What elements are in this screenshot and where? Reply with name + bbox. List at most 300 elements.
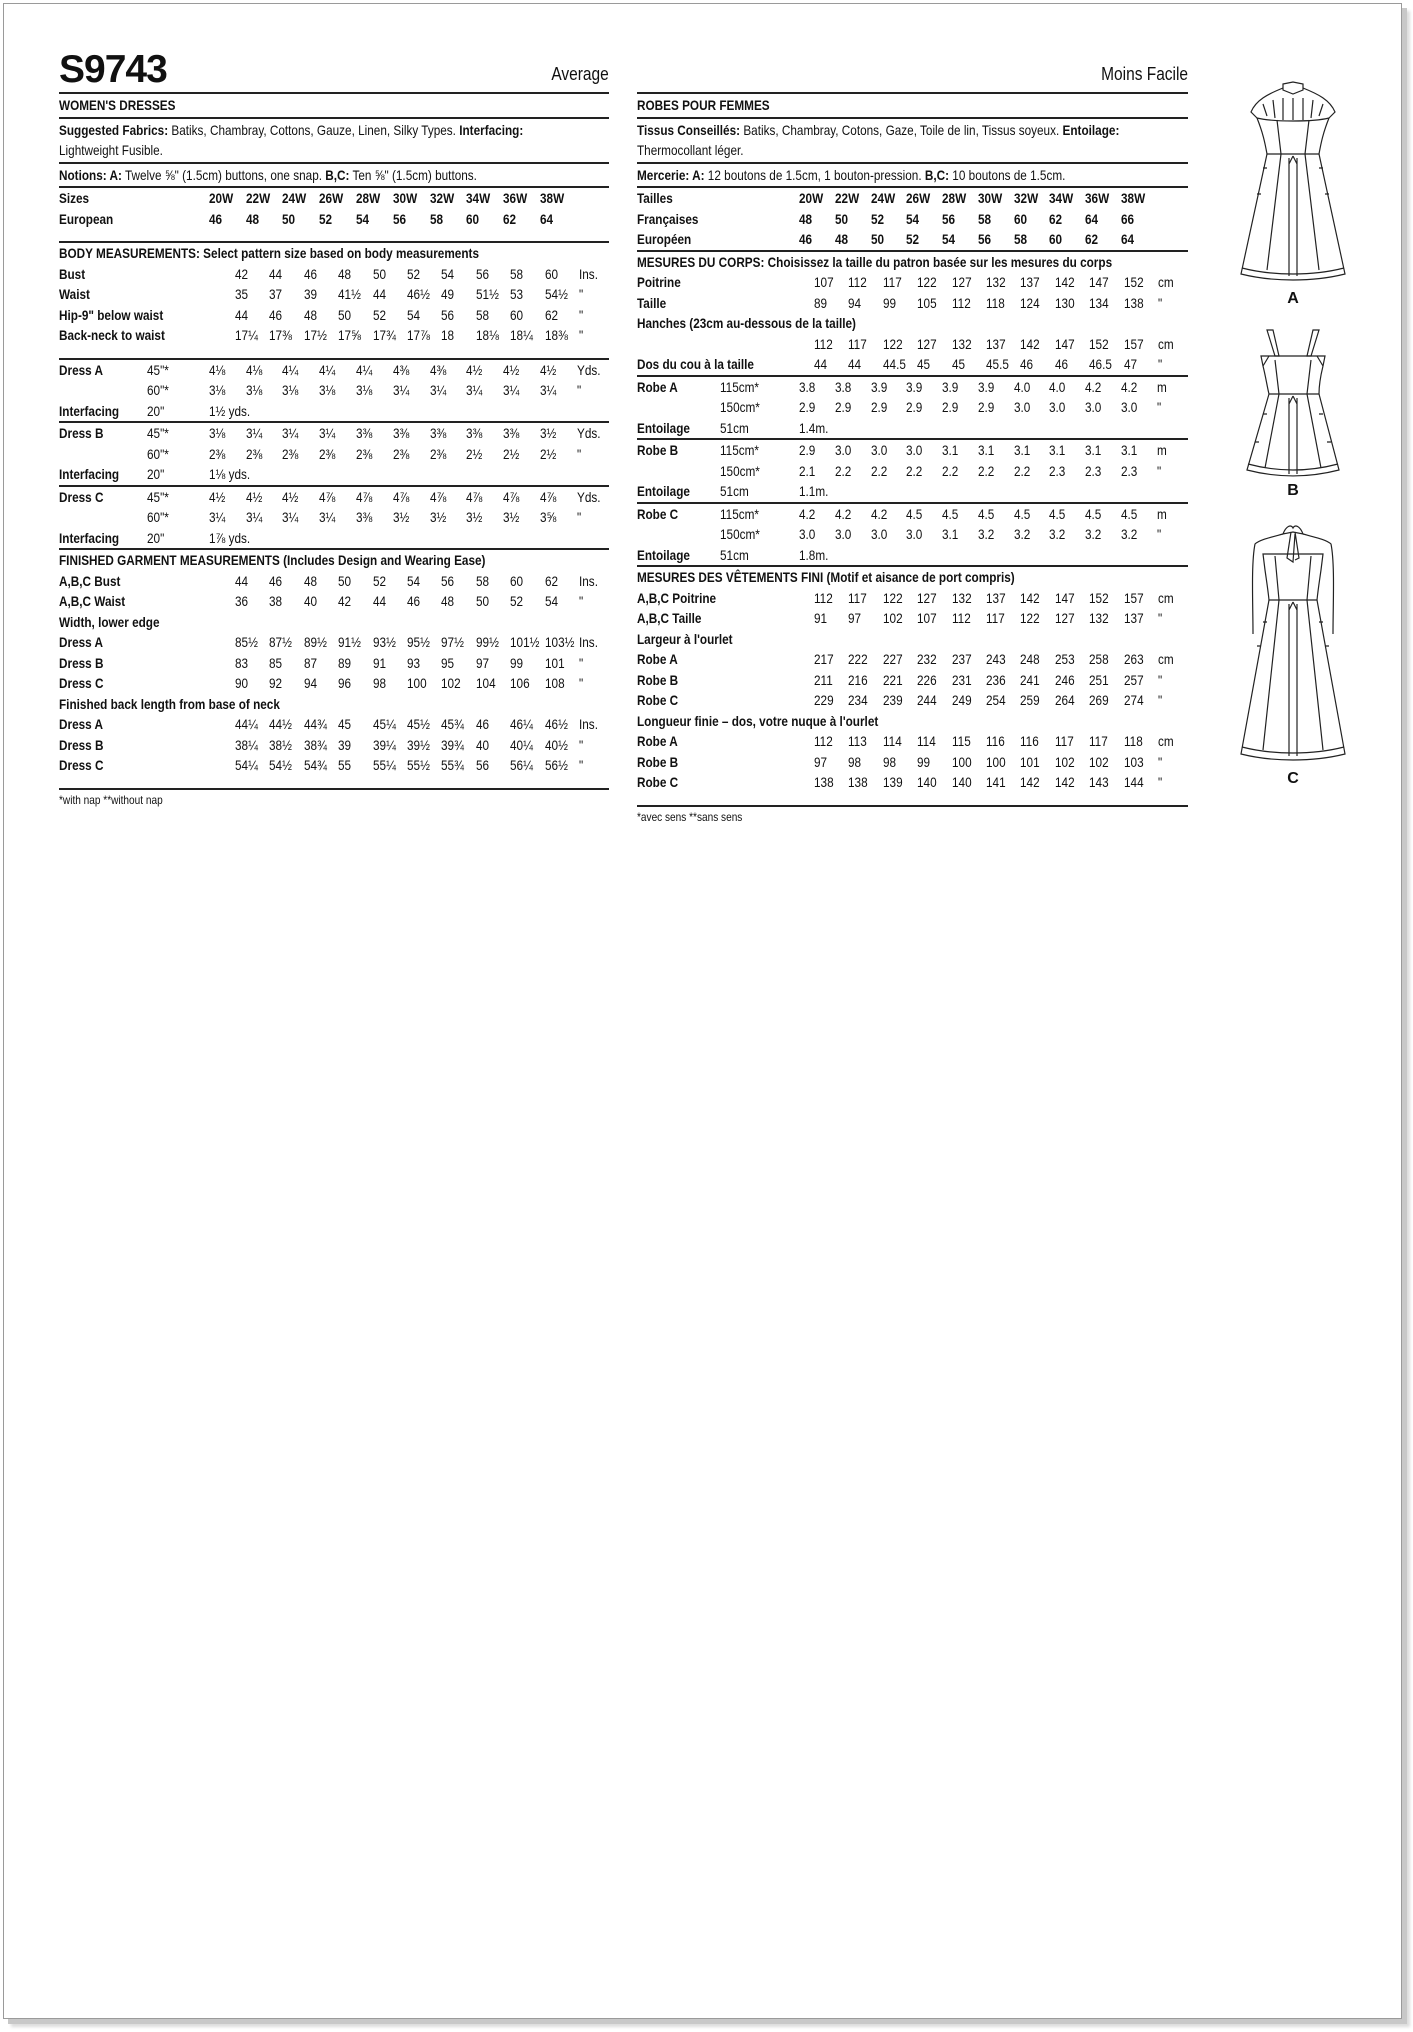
interfacing-row <box>637 481 1188 502</box>
value-cell <box>986 608 1020 629</box>
finished-row <box>637 670 1188 691</box>
value-cell <box>476 264 510 285</box>
row-label <box>59 755 235 776</box>
value-cell-text: 102 <box>1089 753 1109 770</box>
value-cell <box>430 423 467 444</box>
row-label-text: Robe B <box>637 753 679 770</box>
value-cell <box>814 690 848 711</box>
value-cell-text: 17⅜ <box>269 327 293 344</box>
hanches-heading-cell <box>637 313 1188 334</box>
value-cell-text: 32W <box>429 190 454 207</box>
finished-row <box>637 731 1188 752</box>
value-cell-text: 4½ <box>208 488 226 505</box>
width-lower-edge-heading <box>637 629 1188 650</box>
finished-row <box>59 735 609 756</box>
back-length-heading-text: Longueur finie – dos, votre nuque à l'ourlet <box>637 712 879 729</box>
unit-cell-text: cm <box>1158 733 1174 750</box>
value-cell-text: 97 <box>475 654 489 671</box>
value-cell-text: 3½ <box>539 425 557 442</box>
interfacing-amount-text: 1.8m. <box>799 546 829 563</box>
value-cell <box>1089 354 1123 375</box>
value-cell-text: 2½ <box>539 445 557 462</box>
value-cell <box>1085 209 1121 230</box>
footnote: *with nap **without nap <box>59 792 163 807</box>
value-cell-text: 244 <box>917 692 937 709</box>
value-cell-text: 2.9 <box>799 442 816 459</box>
value-cell-text: 3⅝ <box>539 509 557 526</box>
value-cell <box>942 461 978 482</box>
value-cell-text: 50 <box>834 210 849 227</box>
value-cell <box>393 507 430 528</box>
value-cell <box>952 293 986 314</box>
value-cell <box>1020 608 1054 629</box>
unit-cell <box>1157 461 1188 482</box>
value-cell-text: 4.2 <box>799 505 816 522</box>
value-cell-text: 232 <box>917 651 937 668</box>
tailles-row <box>637 188 1188 209</box>
row-label <box>637 588 814 609</box>
yardage-row <box>637 461 1188 482</box>
hanches-heading-text: Hanches (23cm au-dessous de la taille) <box>637 315 856 332</box>
row-label-text: A,B,C Waist <box>59 593 126 610</box>
value-cell-text: 118 <box>1123 733 1143 750</box>
value-cell-text: 4½ <box>245 488 262 505</box>
interfacing-label <box>637 545 720 566</box>
row-label-text: Taille <box>637 294 667 311</box>
value-cell <box>1085 440 1121 461</box>
value-cell <box>1085 504 1121 525</box>
row-label <box>59 591 235 612</box>
unit-cell-text: m <box>1156 378 1167 395</box>
unit-cell <box>579 305 609 326</box>
value-cell-text: 93½ <box>372 634 396 651</box>
row-sublabel-text: 60"* <box>146 445 169 462</box>
row-label-text: Dress C <box>59 488 104 505</box>
value-cell <box>545 591 579 612</box>
value-cell-text: 122 <box>882 589 903 606</box>
row-label <box>59 188 147 209</box>
value-cell-text: 4⅞ <box>392 488 410 505</box>
row-label-text: Bust <box>59 265 86 282</box>
value-cell-text: 3.1 <box>1120 442 1138 459</box>
value-cell <box>906 524 942 545</box>
value-cell-text: 3½ <box>466 509 483 526</box>
value-cell-text: 87½ <box>269 634 293 651</box>
value-cell-text: 112 <box>814 733 833 750</box>
value-cell-text: 4½ <box>539 361 557 378</box>
fabrics-label-fr: Tissus Conseillés: <box>637 121 741 138</box>
row-label <box>59 673 235 694</box>
value-cell <box>373 591 407 612</box>
value-cell-text: 96 <box>338 675 352 692</box>
value-cell-text: 62 <box>503 210 517 227</box>
value-cell-text: 142 <box>1054 774 1075 791</box>
unit-cell <box>1158 731 1188 752</box>
value-cell-text: 3.0 <box>834 526 852 543</box>
value-cell-text: 89½ <box>303 634 327 651</box>
value-cell <box>235 653 269 674</box>
value-cell <box>407 264 441 285</box>
value-cell-text: 89 <box>814 294 828 311</box>
value-cell-text: 54 <box>544 593 558 610</box>
row-label <box>59 653 235 674</box>
value-cell-text: 50 <box>870 231 884 248</box>
value-cell <box>814 772 848 793</box>
value-cell <box>246 487 283 508</box>
value-cell <box>906 229 942 250</box>
dress-c-illustration <box>1223 514 1363 764</box>
row-label <box>637 293 814 314</box>
value-cell-text: 26W <box>319 190 344 207</box>
row-sublabel-text: 60"* <box>146 382 169 399</box>
value-cell <box>1085 188 1121 209</box>
value-cell <box>503 487 540 508</box>
value-cell <box>1055 588 1089 609</box>
value-cell <box>1020 731 1054 752</box>
notions-bc-fr: 10 boutons de 1.5cm. <box>949 166 1066 183</box>
row-label-text: Dress A <box>59 716 104 733</box>
value-cell-text: 2.3 <box>1049 462 1066 479</box>
value-cell <box>407 632 441 653</box>
row-label <box>59 487 147 508</box>
value-cell-text: 41½ <box>338 286 362 303</box>
value-cell <box>848 649 882 670</box>
footnote-fr: *avec sens **sans sens <box>637 809 743 824</box>
value-cell <box>430 507 467 528</box>
value-cell <box>545 653 579 674</box>
value-cell-text: 50 <box>475 593 489 610</box>
value-cell-text: 117 <box>1089 733 1108 750</box>
interfacing-amount-text: 1½ yds. <box>208 402 250 419</box>
value-cell <box>393 188 430 209</box>
value-cell-text: 85½ <box>235 634 258 651</box>
value-cell <box>1014 209 1050 230</box>
value-cell-text: 2.1 <box>799 462 816 479</box>
unit-cell-text: " <box>1158 753 1163 770</box>
unit-cell-text: " <box>579 286 584 303</box>
row-sublabel <box>147 423 209 444</box>
interfacing-amount <box>209 528 609 549</box>
value-cell <box>986 588 1020 609</box>
value-cell <box>269 653 303 674</box>
row-label <box>59 325 235 346</box>
value-cell <box>441 264 475 285</box>
value-cell <box>1089 731 1123 752</box>
value-cell <box>799 440 835 461</box>
value-cell <box>814 334 848 355</box>
body-measurements-heading: BODY MEASUREMENTS: Select pattern size based on body measurements <box>59 245 479 261</box>
value-cell <box>942 440 978 461</box>
value-cell <box>1085 377 1121 398</box>
yardage-row <box>637 524 1188 545</box>
value-cell <box>848 752 882 773</box>
value-cell-text: 222 <box>848 651 869 668</box>
unit-cell <box>579 284 609 305</box>
value-cell-text: 3¼ <box>429 382 446 399</box>
unit-cell <box>577 188 609 209</box>
value-cell <box>319 423 356 444</box>
value-cell-text: 58 <box>1013 231 1027 248</box>
yardage-table <box>59 487 609 549</box>
value-cell <box>430 444 467 465</box>
value-cell-text: 55¾ <box>441 757 465 774</box>
value-cell-text: 112 <box>951 610 971 627</box>
value-cell <box>1124 690 1158 711</box>
interfacing-width <box>720 545 799 566</box>
value-cell-text: 48 <box>799 210 813 227</box>
value-cell-text: 39½ <box>407 736 430 753</box>
interfacing-amount-text: 1⅛ yds. <box>208 466 250 483</box>
finished-row <box>59 673 609 694</box>
value-cell-text: 4.5 <box>1013 505 1031 522</box>
value-cell-text: 3.1 <box>1049 442 1066 459</box>
value-cell <box>1121 461 1157 482</box>
row-sublabel <box>720 188 799 209</box>
value-cell-text: 3.2 <box>977 526 995 543</box>
value-cell <box>814 293 848 314</box>
value-cell-text: 3⅛ <box>245 382 262 399</box>
row-label-text: Robe C <box>637 505 679 522</box>
value-cell <box>1055 354 1089 375</box>
value-cell-text: 51½ <box>475 286 499 303</box>
unit-cell-text: " <box>579 675 584 692</box>
value-cell <box>466 423 503 444</box>
row-sublabel-text: 45"* <box>146 425 169 442</box>
value-cell-text: 3.2 <box>1085 526 1102 543</box>
value-cell <box>1020 334 1054 355</box>
value-cell <box>510 305 544 326</box>
value-cell <box>304 571 338 592</box>
value-cell-text: 221 <box>882 671 903 688</box>
value-cell-text: 45 <box>917 356 931 373</box>
value-cell-text: 147 <box>1054 335 1075 352</box>
yardage-table <box>637 504 1188 566</box>
value-cell-text: 40¼ <box>510 736 534 753</box>
value-cell <box>1049 524 1085 545</box>
value-cell <box>407 284 441 305</box>
value-cell <box>1089 670 1123 691</box>
value-cell <box>952 690 986 711</box>
value-cell <box>235 571 269 592</box>
interfacing-amount <box>209 401 609 422</box>
value-cell-text: 4.5 <box>1120 505 1138 522</box>
value-cell-text: 46 <box>269 572 283 589</box>
value-cell-text: 99 <box>510 654 524 671</box>
row-sublabel <box>720 209 799 230</box>
value-cell-text: 36W <box>1085 190 1110 207</box>
value-cell-text: 39 <box>303 286 317 303</box>
notions-label-fr: Mercerie: A: <box>637 166 705 183</box>
value-cell <box>540 487 577 508</box>
value-cell-text: 2⅜ <box>429 445 446 462</box>
body-measurement-row <box>637 272 1188 293</box>
width-lower-edge-heading <box>59 612 609 633</box>
value-cell-text: 18⅜ <box>544 327 568 344</box>
row-label-text: A,B,C Poitrine <box>637 589 717 606</box>
value-cell <box>848 272 882 293</box>
unit-cell-text: " <box>1158 610 1163 627</box>
value-cell <box>1121 229 1157 250</box>
value-cell-text: 211 <box>814 671 833 688</box>
interfacing-row <box>59 528 609 549</box>
value-cell-text: 130 <box>1054 294 1075 311</box>
unit-cell-text: " <box>1156 399 1161 416</box>
row-label <box>637 670 814 691</box>
value-cell <box>356 380 393 401</box>
value-cell <box>1089 772 1123 793</box>
value-cell <box>393 487 430 508</box>
value-cell <box>848 731 882 752</box>
unit-cell <box>1158 608 1188 629</box>
row-sublabel <box>720 440 799 461</box>
unit-cell <box>1157 397 1188 418</box>
body-measurements-table-fr <box>637 272 1188 375</box>
unit-cell <box>1157 377 1188 398</box>
value-cell-text: 54½ <box>544 286 568 303</box>
value-cell <box>338 755 372 776</box>
value-cell <box>235 755 269 776</box>
value-cell <box>304 284 338 305</box>
value-cell-text: 55½ <box>407 757 430 774</box>
value-cell <box>246 209 283 230</box>
value-cell-text: 62 <box>544 572 558 589</box>
value-cell <box>338 571 372 592</box>
value-cell <box>407 673 441 694</box>
row-label <box>637 354 814 375</box>
interfacing-width-text: 20" <box>146 402 165 419</box>
value-cell-text: 38 <box>269 593 283 610</box>
value-cell-text: 58 <box>429 210 443 227</box>
value-cell-text: 56 <box>475 265 489 282</box>
value-cell <box>942 524 978 545</box>
row-label-text: Poitrine <box>637 274 681 291</box>
unit-cell-text: m <box>1156 442 1167 459</box>
finished-row <box>637 608 1188 629</box>
value-cell <box>510 632 544 653</box>
value-cell-text: 142 <box>1020 774 1041 791</box>
value-cell <box>235 325 269 346</box>
value-cell-text: 44 <box>372 593 386 610</box>
sizes-table-fr <box>637 188 1188 250</box>
value-cell <box>441 653 475 674</box>
value-cell <box>510 653 544 674</box>
value-cell-text: 39¼ <box>372 736 396 753</box>
value-cell-text: 64 <box>1085 210 1099 227</box>
value-cell <box>1085 524 1121 545</box>
value-cell <box>466 209 503 230</box>
value-cell <box>871 229 907 250</box>
value-cell-text: 34W <box>1049 190 1074 207</box>
row-label <box>637 524 720 545</box>
value-cell-text: 44.5 <box>882 356 906 373</box>
value-cell <box>407 735 441 756</box>
value-cell-text: 42 <box>338 593 352 610</box>
value-cell-text: 4¼ <box>356 361 373 378</box>
value-cell <box>1020 690 1054 711</box>
finished-measurements-heading: FINISHED GARMENT MEASUREMENTS (Includes Design and Wearing Ease) <box>59 552 486 568</box>
row-sublabel <box>720 229 799 250</box>
interfacing-amount <box>799 545 1188 566</box>
value-cell-text: 3⅜ <box>466 425 483 442</box>
value-cell-text: 24W <box>870 190 895 207</box>
value-cell-text: 38W <box>539 190 565 207</box>
value-cell <box>476 632 510 653</box>
value-cell <box>1089 752 1123 773</box>
back-length-heading <box>637 711 1188 732</box>
row-label-text: Robe B <box>637 671 679 688</box>
value-cell-text: 48 <box>338 265 352 282</box>
value-cell <box>319 209 356 230</box>
value-cell-text: 48 <box>834 231 849 248</box>
value-cell <box>545 673 579 694</box>
value-cell-text: 52 <box>870 210 884 227</box>
value-cell-text: 24W <box>282 190 307 207</box>
row-sublabel <box>720 397 799 418</box>
value-cell-text: 141 <box>986 774 1006 791</box>
header-fr <box>637 60 1188 92</box>
interfacing-label <box>59 464 147 485</box>
unit-cell <box>579 653 609 674</box>
value-cell <box>917 293 951 314</box>
interfacing-width <box>720 481 799 502</box>
difficulty-label-fr: Moins Facile <box>1101 64 1188 84</box>
value-cell-text: 3¼ <box>539 382 557 399</box>
value-cell <box>393 423 430 444</box>
value-cell <box>799 504 835 525</box>
value-cell-text: 100 <box>986 753 1006 770</box>
value-cell <box>466 507 503 528</box>
value-cell <box>246 423 283 444</box>
value-cell-text: 2.9 <box>942 399 959 416</box>
value-cell-text: 98 <box>882 753 896 770</box>
value-cell-text: 45 <box>951 356 965 373</box>
value-cell-text: 137 <box>986 589 1006 606</box>
value-cell-text: 116 <box>986 733 1005 750</box>
row-sublabel <box>147 209 209 230</box>
value-cell <box>1124 293 1158 314</box>
value-cell-text: 60 <box>510 572 524 589</box>
value-cell <box>1124 334 1158 355</box>
value-cell-text: 249 <box>951 692 972 709</box>
row-sublabel-text: 115cm* <box>720 442 760 459</box>
value-cell <box>356 423 393 444</box>
unit-cell <box>1158 690 1188 711</box>
value-cell <box>209 487 246 508</box>
value-cell <box>476 714 510 735</box>
value-cell-text: 127 <box>917 335 937 352</box>
suggested-fabrics <box>59 119 524 162</box>
unit-cell <box>1157 188 1188 209</box>
value-cell-text: 44½ <box>269 716 293 733</box>
value-cell-text: 17⅝ <box>338 327 362 344</box>
unit-cell-text: Yds. <box>576 361 601 378</box>
value-cell <box>235 284 269 305</box>
value-cell-text: 44¾ <box>303 716 327 733</box>
row-label <box>59 360 147 381</box>
value-cell-text: 52 <box>372 572 386 589</box>
notions-bc-label: B,C: <box>325 166 350 183</box>
value-cell-text: 54 <box>407 306 421 323</box>
value-cell-text: 115 <box>951 733 971 750</box>
value-cell-text: 142 <box>1020 335 1041 352</box>
value-cell-text: 137 <box>1020 274 1041 291</box>
body-measurement-row <box>637 293 1188 314</box>
value-cell <box>503 188 540 209</box>
value-cell <box>441 305 475 326</box>
value-cell <box>441 714 475 735</box>
value-cell-text: 38W <box>1120 190 1146 207</box>
yardage-row <box>637 377 1188 398</box>
